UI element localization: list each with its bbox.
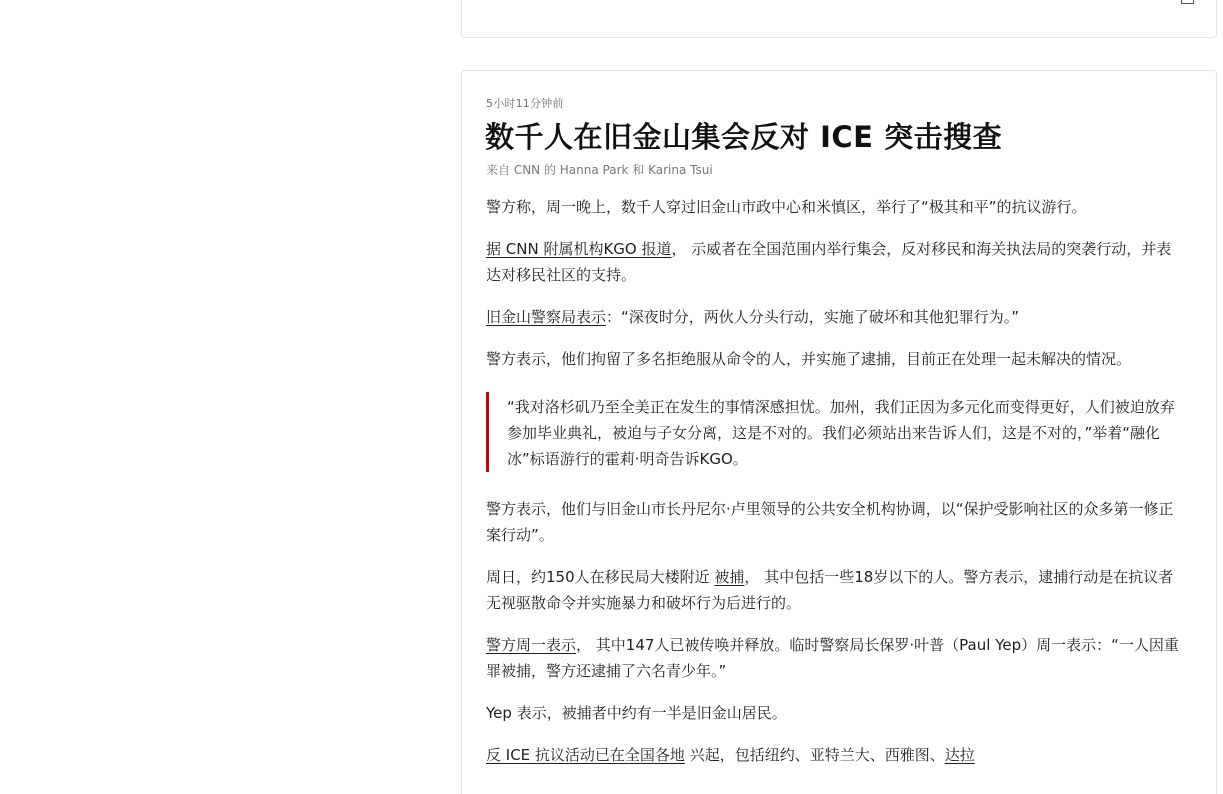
paragraph (486, 742, 1186, 768)
article-headline: 数千人在旧金山集会反对 ICE 突击搜查 (485, 120, 1003, 154)
paragraph (486, 564, 1186, 616)
paragraph (486, 346, 1186, 372)
paragraph (486, 496, 1186, 548)
kgo-report-link[interactable]: 据 CNN 附属机构KGO 报道 (486, 240, 672, 258)
article-body (486, 194, 1186, 784)
paragraph-text: ， 其中147人已被传唤并释放。临时警察局长保罗·叶普（Paul Yep）周一表示：“一人因重罪被捕，警方还逮捕了六名青少年。” (486, 636, 1179, 680)
box-icon[interactable] (1181, 0, 1194, 4)
paragraph (486, 304, 1186, 330)
paragraph-text: 警方表示，他们与旧金山市长丹尼尔·卢里领导的公共安全机构协调，以“保护受影响社区的众多第一修正案行动”。 (486, 500, 1174, 544)
paragraph-text: ， 其中包括一些18岁以下的人。警方表示，逮捕行动是在抗议者无视驱散命令并实施暴力和破坏行为后进行的。 (486, 568, 1174, 612)
article-timestamp: 5小时11分钟前 (486, 97, 564, 110)
paragraph-text: ：“深夜时分，两伙人分头行动，实施了破坏和其他犯罪行为。” (606, 308, 1020, 326)
article-byline: 来自 CNN 的 Hanna Park 和 Karina Tsui (486, 163, 713, 177)
paragraph-text: ， 示威者在全国范围内举行集会，反对移民和海关执法局的突袭行动，并表达对移民社区的支持。 (486, 240, 1172, 284)
paragraph-text: 兴起，包括纽约、亚特兰大、西雅图、 (684, 746, 945, 764)
paragraph (486, 194, 1186, 220)
dallas-link[interactable]: 达拉 (944, 746, 975, 764)
article-card (461, 70, 1217, 794)
nationwide-protests-link[interactable]: 反 ICE 抗议活动已在全国各地 (486, 746, 685, 764)
quote-text: “我对洛杉矶乃至全美正在发生的事情深感担忧。加州，我们正因为多元化而变得更好，人们被迫放弃参加毕业典礼，被迫与子女分离，这是不对的。我们必须站出来告诉人们，这是不对的，”举着“融化冰”标语游行的霍莉·明奇告诉KGO。 (507, 398, 1175, 468)
pull-quote (486, 392, 1186, 472)
police-monday-link[interactable]: 警方周一表示 (486, 636, 577, 654)
paragraph-text: 警方表示，他们拘留了多名拒绝服从命令的人，并实施了逮捕，目前正在处理一起未解决的情况。 (486, 350, 1132, 368)
sfpd-statement-link[interactable]: 旧金山警察局表示 (486, 308, 607, 326)
paragraph (486, 236, 1186, 288)
paragraph-text: 周日，约150人在移民局大楼附近 (486, 568, 715, 586)
paragraph (486, 632, 1186, 684)
paragraph (486, 700, 1186, 726)
paragraph-text: 警方称，周一晚上，数千人穿过旧金山市政中心和米慎区，举行了“极其和平”的抗议游行。 (486, 198, 1087, 216)
previous-article-card (461, 0, 1217, 38)
paragraph-text: Yep 表示，被捕者中约有一半是旧金山居民。 (486, 704, 787, 722)
arrested-link[interactable]: 被捕 (714, 568, 745, 586)
